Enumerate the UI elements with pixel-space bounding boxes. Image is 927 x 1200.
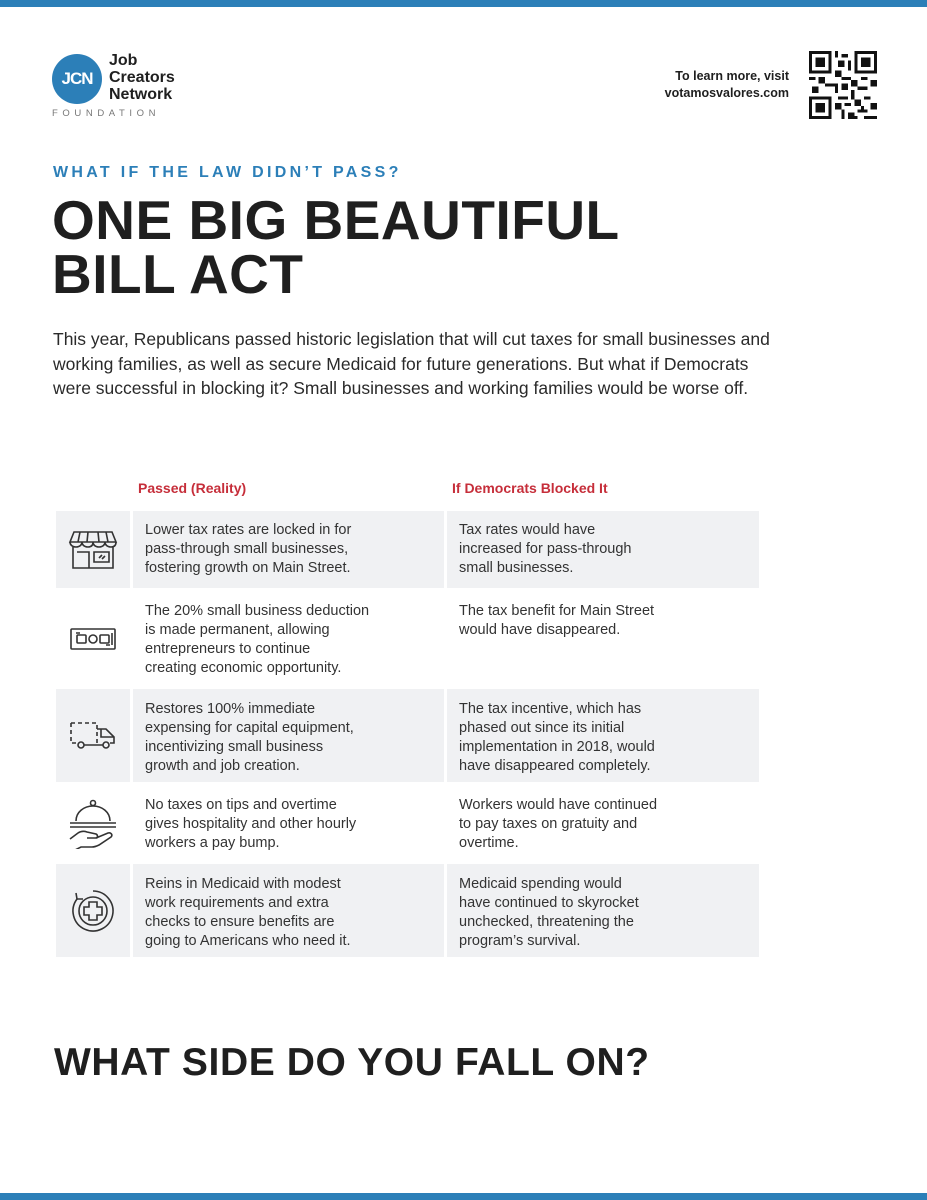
column-header-blocked: If Democrats Blocked It <box>452 480 608 496</box>
cell-line: unchecked, threatening the <box>459 914 634 930</box>
cell-line: expensing for capital equipment, <box>145 720 354 736</box>
cell-line: gives hospitality and other hourly <box>145 816 357 832</box>
title-line-2: BILL ACT <box>52 243 304 305</box>
cash-bill-icon <box>68 624 118 654</box>
learn-more-label: To learn more, visit <box>675 69 789 83</box>
storefront-icon <box>68 528 118 572</box>
cell-line: Restores 100% immediate <box>145 701 316 717</box>
cell-line: overtime. <box>459 835 519 851</box>
medical-cross-icon <box>69 887 117 935</box>
cell-line: Workers would have continued <box>459 797 658 813</box>
cell-line: The 20% small business deduction <box>145 603 370 619</box>
logo-line-2: Creators <box>109 69 175 86</box>
passed-cell <box>133 511 444 588</box>
blocked-cell <box>447 689 759 782</box>
logo-line-3: Network <box>109 86 173 103</box>
cell-line: pass-through small businesses, <box>145 541 349 557</box>
blocked-cell <box>447 785 759 861</box>
bottom-accent-bar <box>0 1193 927 1200</box>
kicker: WHAT IF THE LAW DIDN’T PASS? <box>53 164 402 181</box>
cell-line: have continued to skyrocket <box>459 895 639 911</box>
cell-line: The tax benefit for Main Street <box>459 603 655 619</box>
cell-line: increased for pass-through <box>459 541 632 557</box>
passed-cell <box>133 864 444 957</box>
qr-code-icon[interactable] <box>809 51 877 119</box>
logo-line-1: Job <box>109 52 138 69</box>
learn-more <box>665 68 789 102</box>
cell-line: Medicaid spending would <box>459 876 622 892</box>
blocked-cell <box>447 511 759 588</box>
cell-line: is made permanent, allowing <box>145 622 330 638</box>
cell-line: going to Americans who need it. <box>145 933 351 949</box>
column-header-passed: Passed (Reality) <box>138 480 247 496</box>
cell-line: have disappeared completely. <box>459 758 651 774</box>
table-row <box>56 689 759 782</box>
cell-line: work requirements and extra <box>145 895 329 911</box>
cell-line: incentivizing small business <box>145 739 324 755</box>
blocked-cell <box>447 864 759 957</box>
cell-line: Tax rates would have <box>459 522 596 538</box>
cell-line: No taxes on tips and overtime <box>145 797 337 813</box>
cell-line: implementation in 2018, would <box>459 739 655 755</box>
cell-line: creating economic opportunity. <box>145 660 342 676</box>
title-line-1: ONE BIG BEAUTIFUL <box>52 189 620 251</box>
page-title <box>52 189 752 305</box>
closing-question: WHAT SIDE DO YOU FALL ON? <box>54 1041 650 1084</box>
table-row <box>56 511 759 588</box>
passed-cell <box>133 689 444 782</box>
delivery-truck-icon <box>68 719 118 753</box>
logo-monogram: JCN <box>52 54 102 104</box>
intro-paragraph: This year, Republicans passed historic legislation that will cut taxes for small businesses and working families, as well as secure Medicaid for future generations. But what if Democrats were successful in blocking it? Small businesses and working families would be worse off. <box>53 329 770 398</box>
cell-line: to pay taxes on gratuity and <box>459 816 638 832</box>
passed-cell <box>133 591 444 686</box>
cell-line: Reins in Medicaid with modest <box>145 876 341 892</box>
serving-tray-icon <box>66 797 120 849</box>
jcn-logo[interactable] <box>52 53 192 123</box>
cell-line: program’s survival. <box>459 933 581 949</box>
cell-line: entrepreneurs to continue <box>145 641 311 657</box>
learn-more-url[interactable]: votamosvalores.com <box>664 86 789 100</box>
cell-line: fostering growth on Main Street. <box>145 560 351 576</box>
cell-line: Lower tax rates are locked in for <box>145 522 352 538</box>
table-row <box>56 591 759 686</box>
cell-line: workers a pay bump. <box>145 835 280 851</box>
cell-line: The tax incentive, which has <box>459 701 642 717</box>
cell-line: small businesses. <box>459 560 574 576</box>
top-accent-bar <box>0 0 927 7</box>
table-row <box>56 864 759 957</box>
cell-line: checks to ensure benefits are <box>145 914 335 930</box>
blocked-cell <box>447 591 759 686</box>
table-row <box>56 785 759 861</box>
cell-line: phased out since its initial <box>459 720 625 736</box>
cell-line: would have disappeared. <box>459 622 621 638</box>
logo-wordmark <box>109 52 175 103</box>
cell-line: growth and job creation. <box>145 758 300 774</box>
passed-cell <box>133 785 444 861</box>
logo-foundation: FOUNDATION <box>52 108 161 119</box>
